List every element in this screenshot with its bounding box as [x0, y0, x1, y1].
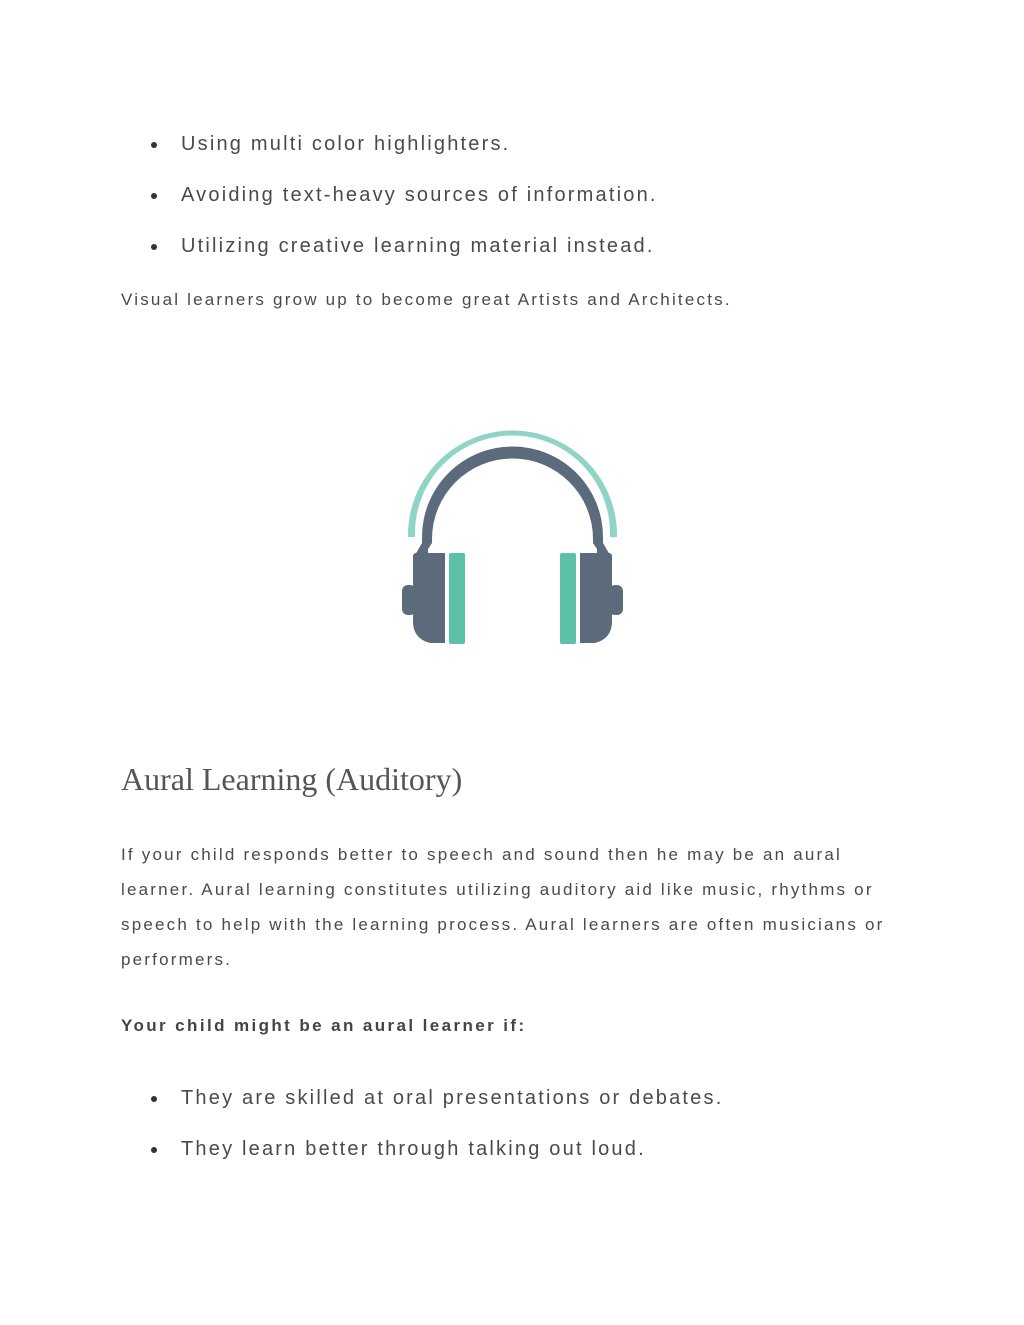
- list-item-text: Utilizing creative learning material instead.: [181, 235, 655, 257]
- list-item: [150, 132, 950, 183]
- section-heading: Aural Learning (Auditory): [121, 761, 463, 797]
- list-item: [150, 1137, 950, 1188]
- bullet-icon: [151, 1147, 157, 1153]
- headphones-icon: [400, 425, 625, 650]
- list-item-text: They are skilled at oral presentations or debates.: [181, 1087, 724, 1109]
- visual-tips-list: [150, 132, 950, 285]
- list-item: [150, 1086, 950, 1137]
- bullet-icon: [151, 142, 157, 148]
- right-earcup: [560, 553, 623, 644]
- aural-signs-list: [150, 1086, 950, 1188]
- left-earcup: [402, 553, 465, 644]
- bullet-icon: [151, 193, 157, 199]
- list-item-text: Avoiding text-heavy sources of information.: [181, 184, 658, 206]
- list-item: [150, 234, 950, 285]
- list-item-text: They learn better through talking out loud.: [181, 1138, 646, 1160]
- bullet-icon: [151, 1096, 157, 1102]
- list-item-text: Using multi color highlighters.: [181, 133, 511, 155]
- bullet-icon: [151, 244, 157, 250]
- visual-summary-text: Visual learners grow up to become great Artists and Architects.: [121, 290, 732, 309]
- aural-signs-heading: Your child might be an aural learner if:: [121, 1016, 527, 1035]
- list-item: [150, 183, 950, 234]
- aural-description: If your child responds better to speech and sound then he may be an aural learner. Aural learning constitutes utilizing auditory aid like music, rhythms or speech to help with the learning process. Aural learners are often musicians or performers.: [121, 845, 885, 969]
